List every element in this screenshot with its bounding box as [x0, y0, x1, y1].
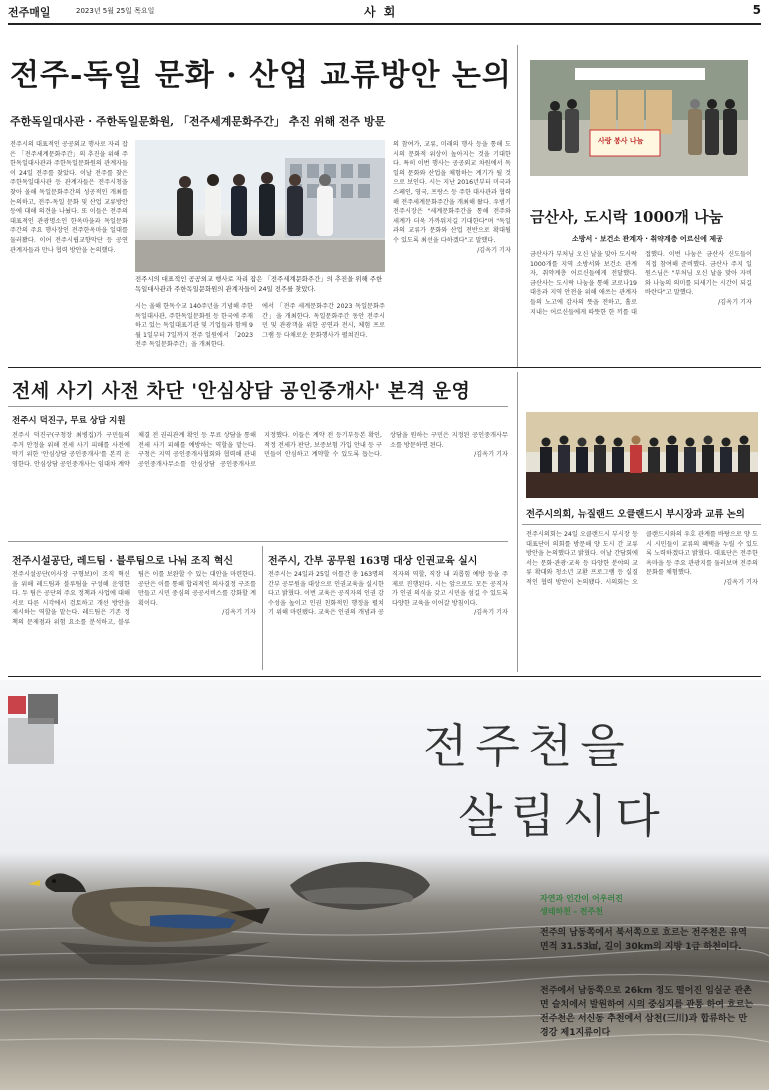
divider-h2: [8, 406, 508, 407]
divider-h1: [8, 367, 761, 368]
article3-text: 전주시 덕진구(구청장 최병집)가 구민들의 주거 안정을 위해 전세 사기 피해를 사전에 막기 위한 '안심상담 공인중개사'를 본격 운영한다. 안심상담 공인중개사는 임대차 계약 체결 전 권리관계 확인 등 무료 상담을 통해 전세 사기 피해를 예방하는 역할을 맡는다. 구청은 지역 공인중개사협회와 협력해 관내 공인중개사무소를 안심상담 공인중개사로 지정했다. 이들은 계약 전 등기부등본 확인, 적정 전세가 판단, 보증보험 가입 안내 등 구민들이 안심하고 계약할 수 있도록 돕는다. 상담을 원하는 구민은 지정된 공인중개사무소를 방문하면 된다. /김옥기 기자: [12, 432, 508, 468]
article1-col3: 에서 「전주 세계문화주간 2023 독일문화주간」을 개최한다. 독일문화주간 동안 전주시민 및 관광객을 위한 공연과 전시, 체험 프로그램 등 다채로운 문화행사가 펼쳐진다.: [262, 303, 385, 339]
article1-col2: 시는 올해 한독수교 140주년을 기념해 주한독일대사관, 주한독일문화원 등 한국에 주재하고 있는 독일대표기관 및 기업들과 함께 9월 1일부터 7일까지 전주 일원에서 「2023 전주 독일문화주간」을 개최한다.: [135, 303, 253, 349]
article2-text: 금산사가 부처님 오신 날을 맞아 도시락 1000개를 지역 소방서와 보건소 관계자, 취약계층 어르신들에게 전달했다. 금산사는 도시락 나눔을 통해 코로나19 대응과 지역 안전을 위해 애쓰는 관계자들의 노고에 감사의 뜻을 전하고, 홀로 지내는 어르신들에게 따뜻한 한 끼를 대접했다. 이번 나눔은 금산사 신도들이 직접 참여해 준비했다. 금산사 주지 일원스님은 "부처님 오신 날을 맞아 자비와 나눔의 의미를 되새기는 시간이 되길 바란다"고 말했다. /김옥기 기자: [530, 251, 752, 316]
masthead-rule: [8, 23, 761, 25]
ad-title-2: 살립시다: [458, 789, 668, 843]
article1-headline: 전주-독일 문화 · 산업 교류방안 논의: [10, 58, 512, 93]
article2-headline: 금산사, 도시락 1000개 나눔: [530, 208, 724, 226]
article4-headline: 전주시의회, 뉴질랜드 오클랜드시 부시장과 교류 논의: [526, 509, 745, 520]
divider-v2: [517, 372, 518, 672]
article5-text: 전주시설공단(이사장 구형보)이 조직 혁신을 위해 레드팀과 블루팀을 구성해 운영한다. 두 팀은 공단의 주요 정책과 사업에 대해 서로 다른 시각에서 검토하고 개선 방안을 제시하는 역할을 맡는다. 레드팀은 기존 정책의 문제점과 위험 요소를 분석하고, 블루팀은 이를 보완할 수 있는 대안을 마련한다. 공단은 이를 통해 합리적인 의사결정 구조를 만들고 시민 중심의 공공서비스를 강화할 계획이다. /김옥기 기자: [12, 571, 256, 626]
article1-caption: 전주시의 대표적인 공공외교 행사로 자리 잡은 「전주세계문화주간」의 추진을 위해 주한독일대사관과 주한독일문화원의 관계자들이 24일 전주를 찾았다.: [135, 275, 383, 293]
ad-title-1: 전주천을: [423, 719, 633, 773]
article6-byline: /김옥기 기자: [474, 609, 508, 617]
article1-col1: 전주시의 대표적인 공공외교 행사로 자리 잡은 「전주세계문화주간」의 추진을 위해 주한독일대사관과 주한독일문화원의 관계자들이 24일 전주를 찾았다. 이날 전주를 찾은 주한독일대사관 등 관계자들은 전주시청을 찾아 올해 독일문화주간의 성공적인 개최를 논의하고, 전주-독일 문화 및 산업 교류방안 등에 대해 의견을 나눴다. 또 이들은 전주의 대표적인 관광명소인 한옥마을과 독일문화주간의 주요 행사장인 전주한옥마을 일대를 둘러봤다. 이어 전주시립교향악단 등 공연 관계자들과 만나 협력 방안을 논의했다.: [10, 141, 128, 254]
divider-h5: [8, 676, 761, 677]
divider-h3: [522, 524, 761, 525]
article2-byline: /김옥기 기자: [718, 298, 752, 306]
divider-h4: [8, 541, 508, 542]
article3-subhead: 전주시 덕진구, 무료 상담 지원: [12, 416, 126, 426]
article2-photo: [530, 60, 748, 176]
ad-badge-2: 생태하천 - 전주천: [540, 907, 603, 916]
article1-photo: [135, 140, 385, 272]
page-number: 5: [752, 3, 761, 17]
article6-text: 전주시는 24일과 25일 이틀간 총 163명의 간부 공무원을 대상으로 인권교육을 실시한다고 밝혔다. 이번 교육은 공직자의 인권 감수성을 높이고 인권 친화적인 행정을 펼치기 위해 마련됐다. 교육은 인권의 개념과 공직자의 역할, 직장 내 괴롭힘 예방 등을 주제로 진행된다. 시는 앞으로도 모든 공직자가 인권 의식을 갖고 시민을 섬길 수 있도록 다양한 교육을 이어갈 방침이다. /김옥기 기자: [268, 571, 508, 617]
issue-date: 2023년 5월 25일 목요일: [76, 7, 155, 15]
article6-headline: 전주시, 간부 공무원 163명 대상 인권교육 실시: [268, 556, 478, 567]
article3-byline: /김옥기 기자: [474, 451, 508, 459]
ad-paragraph-2: 전주에서 남동쪽으로 26km 정도 떨어진 임실군 관촌면 슬치에서 발원하여 시의 중심지를 관통 하여 흐르는 전주천은 서신동 추천에서 삼천(三川)과 합류하는 만경강 제1지류이다: [540, 986, 754, 1038]
article2-subhead: 소방서 · 보건소 관계자 · 취약계층 어르신에 제공: [572, 235, 723, 243]
article1-byline: /김옥기 기자: [477, 246, 511, 254]
article5-byline: /김옥기 기자: [222, 609, 256, 617]
masthead: [8, 3, 761, 23]
article3-headline: 전세 사기 사전 차단 '안심상담 공인중개사' 본격 운영: [12, 380, 471, 402]
divider-v1: [517, 45, 518, 367]
ad-badge-1: 자연과 인간이 어우러진: [540, 894, 623, 903]
article1-subhead: 주한독일대사관 · 주한독일문화원, 「전주세계문화주간」 추진 위해 전주 방문: [10, 115, 386, 128]
ad-ornament: [8, 696, 26, 714]
ad-ornament-3: [8, 718, 54, 764]
article4-photo: [526, 412, 758, 498]
article1-col4: 의 참여가, 교류, 미래의 행사 등을 통해 도시의 문화적 위상이 높아지는 것을 기대한다. 특히 이번 행사는 공공외교 차원에서 독일의 문화와 산업을 체험하는 계기가 될 것으로 보인다. 시는 지난 2016년부터 미국과 스페인, 영국, 프랑스 등 주한 대사관과 협력해 전주세계문화주간을 개최해 왔다. 우범기 전주시장은 "세계문화주간을 통해 전주와 세계가 더욱 가까워지길 기대한다"며 "독일과의 교류가 문화와 산업 전반으로 확대될 수 있도록 최선을 다하겠다"고 말했다. /김옥기 기자: [393, 141, 511, 254]
ad-paragraph-1: 전주의 남동쪽에서 북서쪽으로 흐르는 전주천은 유역면적 31.53㎢, 길이 30km의 지방 1급 하천이다.: [540, 928, 747, 952]
article4-text: 전주시의회는 24일 오클랜드시 부시장 등 대표단이 의회를 방문해 양 도시 간 교류 방안을 논의했다고 밝혔다. 이날 간담회에서는 문화·관광·교육 등 다양한 분야의 교류 확대와 청소년 교환 프로그램 등 실질적인 협력 방안이 논의됐다. 시의회는 오클랜드시와의 우호 관계를 바탕으로 양 도시 시민들이 교류의 혜택을 누릴 수 있도록 노력하겠다고 밝혔다. 대표단은 전주한옥마을 등 주요 관광지를 둘러보며 전주의 문화를 체험했다. /김옥기 기자: [526, 531, 758, 586]
ad-panel: [0, 680, 769, 1090]
article5-headline: 전주시설공단, 레드팀 · 블루팀으로 나눠 조직 혁신: [12, 556, 234, 567]
divider-v3: [262, 546, 263, 670]
paper-name: 전주매일: [8, 6, 51, 19]
article2-banner: 사랑 봉사 나눔: [598, 137, 644, 145]
section-name: 사 회: [364, 5, 398, 19]
article4-byline: /김옥기 기자: [724, 578, 758, 586]
